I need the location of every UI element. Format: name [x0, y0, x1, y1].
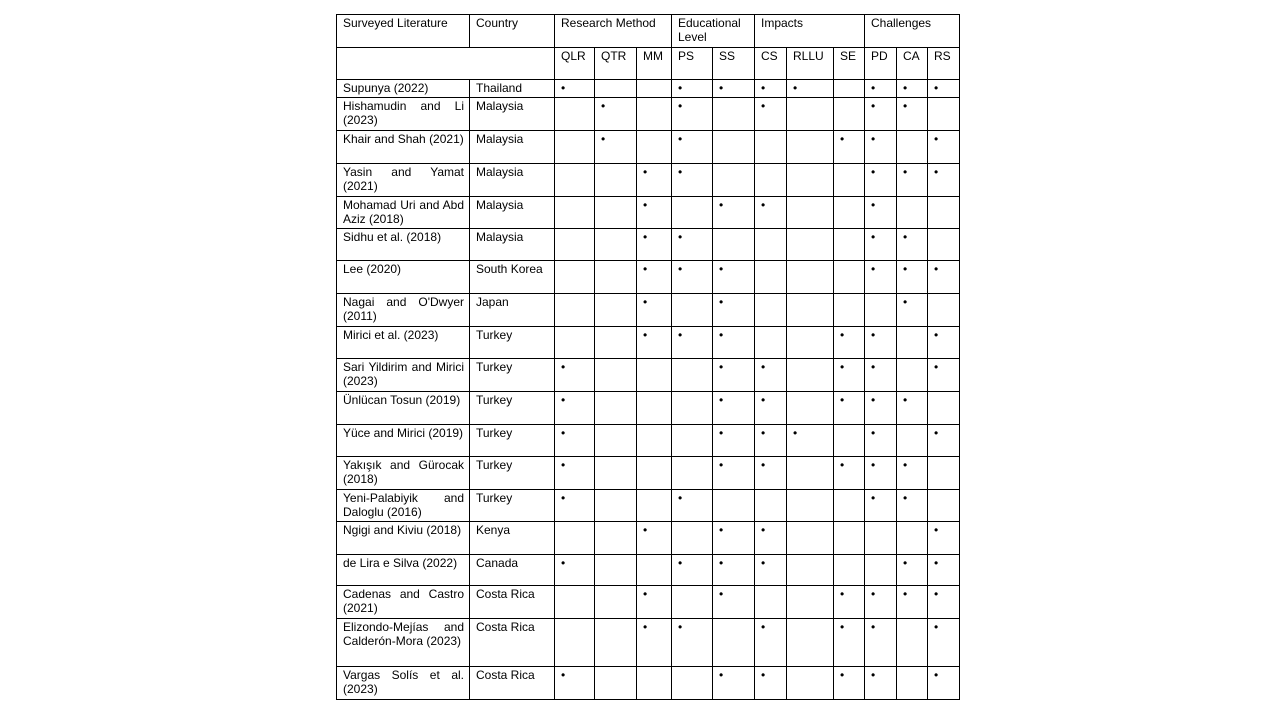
- cell-se: •: [834, 131, 865, 164]
- table-row: [337, 667, 960, 700]
- cell-rllu: [787, 197, 834, 229]
- cell-mm: [637, 457, 672, 490]
- subheader-ss: SS: [713, 48, 755, 80]
- cell-country: Thailand: [470, 80, 555, 98]
- cell-rs: [928, 457, 960, 490]
- cell-rs: •: [928, 555, 960, 586]
- cell-ca: [897, 131, 928, 164]
- cell-ps: •: [672, 164, 713, 197]
- cell-mm: •: [637, 164, 672, 197]
- cell-literature: Yakışık and Gürocak (2018): [337, 457, 470, 490]
- cell-pd: •: [865, 359, 897, 392]
- cell-qtr: [595, 667, 637, 700]
- table-row: [337, 294, 960, 327]
- cell-ca: •: [897, 586, 928, 619]
- cell-rllu: [787, 98, 834, 131]
- cell-cs: •: [755, 619, 787, 667]
- cell-ps: [672, 294, 713, 327]
- cell-pd: •: [865, 490, 897, 522]
- cell-qlr: [555, 131, 595, 164]
- cell-qlr: [555, 197, 595, 229]
- cell-pd: •: [865, 98, 897, 131]
- cell-mm: [637, 490, 672, 522]
- cell-qlr: •: [555, 359, 595, 392]
- cell-qlr: •: [555, 80, 595, 98]
- cell-literature: Lee (2020): [337, 261, 470, 294]
- subheader-qtr: QTR: [595, 48, 637, 80]
- cell-ss: •: [713, 294, 755, 327]
- subheader-cs: CS: [755, 48, 787, 80]
- cell-rs: •: [928, 425, 960, 457]
- cell-ps: •: [672, 229, 713, 261]
- cell-ps: •: [672, 327, 713, 359]
- cell-cs: •: [755, 80, 787, 98]
- cell-rllu: [787, 261, 834, 294]
- cell-mm: [637, 131, 672, 164]
- header-challenges: Challenges: [865, 15, 960, 48]
- cell-literature: Ünlücan Tosun (2019): [337, 392, 470, 425]
- cell-rs: •: [928, 164, 960, 197]
- cell-ss: •: [713, 586, 755, 619]
- cell-qtr: [595, 261, 637, 294]
- cell-se: •: [834, 359, 865, 392]
- cell-se: [834, 490, 865, 522]
- cell-rllu: [787, 667, 834, 700]
- cell-qlr: [555, 229, 595, 261]
- cell-se: •: [834, 392, 865, 425]
- cell-rllu: [787, 619, 834, 667]
- cell-ca: •: [897, 490, 928, 522]
- cell-country: Kenya: [470, 522, 555, 555]
- cell-se: [834, 80, 865, 98]
- header-impacts: Impacts: [755, 15, 865, 48]
- table-row: [337, 164, 960, 197]
- cell-ps: •: [672, 555, 713, 586]
- cell-se: [834, 294, 865, 327]
- cell-rs: •: [928, 359, 960, 392]
- cell-cs: [755, 294, 787, 327]
- cell-literature: Elizondo-Mejías and Calderón-Mora (2023): [337, 619, 470, 667]
- cell-ca: [897, 522, 928, 555]
- cell-country: Costa Rica: [470, 586, 555, 619]
- cell-ss: •: [713, 359, 755, 392]
- cell-ca: •: [897, 80, 928, 98]
- cell-qtr: [595, 392, 637, 425]
- cell-mm: •: [637, 619, 672, 667]
- cell-literature: de Lira e Silva (2022): [337, 555, 470, 586]
- cell-rs: •: [928, 667, 960, 700]
- header-literature: Surveyed Literature: [337, 15, 470, 48]
- cell-ss: •: [713, 555, 755, 586]
- cell-qtr: [595, 80, 637, 98]
- cell-ss: [713, 131, 755, 164]
- cell-rllu: [787, 229, 834, 261]
- cell-ps: [672, 586, 713, 619]
- table-row: [337, 522, 960, 555]
- cell-pd: [865, 294, 897, 327]
- cell-se: •: [834, 457, 865, 490]
- cell-rllu: [787, 294, 834, 327]
- cell-qtr: •: [595, 98, 637, 131]
- cell-ca: •: [897, 392, 928, 425]
- cell-se: [834, 197, 865, 229]
- cell-pd: •: [865, 619, 897, 667]
- cell-pd: •: [865, 164, 897, 197]
- cell-ss: •: [713, 667, 755, 700]
- cell-mm: •: [637, 294, 672, 327]
- cell-literature: Cadenas and Castro (2021): [337, 586, 470, 619]
- table-row: [337, 197, 960, 229]
- cell-cs: [755, 586, 787, 619]
- cell-qtr: [595, 294, 637, 327]
- cell-cs: •: [755, 425, 787, 457]
- table-row: [337, 98, 960, 131]
- header-country: Country: [470, 15, 555, 48]
- table-row: [337, 586, 960, 619]
- cell-qlr: [555, 619, 595, 667]
- cell-literature: Supunya (2022): [337, 80, 470, 98]
- cell-cs: •: [755, 667, 787, 700]
- cell-se: [834, 98, 865, 131]
- cell-country: Malaysia: [470, 131, 555, 164]
- cell-rllu: [787, 457, 834, 490]
- cell-literature: Sari Yildirim and Mirici (2023): [337, 359, 470, 392]
- cell-se: •: [834, 619, 865, 667]
- cell-pd: •: [865, 667, 897, 700]
- subheader-qlr: QLR: [555, 48, 595, 80]
- cell-literature: Ngigi and Kiviu (2018): [337, 522, 470, 555]
- subheader-mm: MM: [637, 48, 672, 80]
- subheader-rllu: RLLU: [787, 48, 834, 80]
- cell-country: Turkey: [470, 359, 555, 392]
- cell-pd: •: [865, 457, 897, 490]
- cell-ca: [897, 197, 928, 229]
- cell-rllu: •: [787, 425, 834, 457]
- table-row: [337, 425, 960, 457]
- cell-ss: •: [713, 457, 755, 490]
- subheader-ca: CA: [897, 48, 928, 80]
- cell-rllu: [787, 555, 834, 586]
- subheader-rs: RS: [928, 48, 960, 80]
- cell-ps: [672, 457, 713, 490]
- cell-qlr: [555, 98, 595, 131]
- cell-qlr: •: [555, 490, 595, 522]
- cell-rllu: [787, 490, 834, 522]
- cell-cs: [755, 131, 787, 164]
- cell-qtr: [595, 327, 637, 359]
- cell-cs: •: [755, 555, 787, 586]
- cell-rs: •: [928, 131, 960, 164]
- cell-mm: •: [637, 229, 672, 261]
- cell-mm: [637, 425, 672, 457]
- cell-pd: •: [865, 261, 897, 294]
- cell-rs: •: [928, 261, 960, 294]
- table-row: [337, 261, 960, 294]
- cell-ps: [672, 425, 713, 457]
- cell-country: Malaysia: [470, 197, 555, 229]
- cell-pd: •: [865, 80, 897, 98]
- cell-se: •: [834, 586, 865, 619]
- cell-cs: •: [755, 359, 787, 392]
- cell-ps: [672, 197, 713, 229]
- table-row: [337, 229, 960, 261]
- cell-literature: Sidhu et al. (2018): [337, 229, 470, 261]
- cell-cs: [755, 327, 787, 359]
- cell-se: [834, 522, 865, 555]
- cell-cs: •: [755, 98, 787, 131]
- cell-ca: [897, 619, 928, 667]
- cell-ca: [897, 667, 928, 700]
- cell-rllu: [787, 359, 834, 392]
- cell-qlr: [555, 164, 595, 197]
- cell-rs: •: [928, 522, 960, 555]
- header-research-method: Research Method: [555, 15, 672, 48]
- cell-mm: [637, 555, 672, 586]
- cell-ss: [713, 164, 755, 197]
- cell-ps: •: [672, 80, 713, 98]
- table-row: [337, 490, 960, 522]
- cell-pd: •: [865, 229, 897, 261]
- cell-cs: [755, 229, 787, 261]
- cell-rs: [928, 197, 960, 229]
- cell-qtr: [595, 164, 637, 197]
- cell-ss: •: [713, 197, 755, 229]
- cell-rs: [928, 294, 960, 327]
- cell-pd: •: [865, 327, 897, 359]
- cell-rllu: [787, 522, 834, 555]
- cell-mm: •: [637, 327, 672, 359]
- cell-ps: [672, 522, 713, 555]
- table-row: [337, 80, 960, 98]
- cell-ss: •: [713, 327, 755, 359]
- cell-qtr: [595, 522, 637, 555]
- table-row: [337, 392, 960, 425]
- cell-literature: Nagai and O'Dwyer (2011): [337, 294, 470, 327]
- cell-ss: [713, 98, 755, 131]
- subheader-blank: [337, 48, 555, 80]
- cell-mm: [637, 392, 672, 425]
- cell-ss: •: [713, 392, 755, 425]
- cell-mm: •: [637, 522, 672, 555]
- cell-rllu: [787, 327, 834, 359]
- cell-literature: Hishamudin and Li (2023): [337, 98, 470, 131]
- cell-literature: Mohamad Uri and Abd Aziz (2018): [337, 197, 470, 229]
- cell-ca: •: [897, 457, 928, 490]
- cell-qtr: [595, 229, 637, 261]
- header-educational-level: Educational Level: [672, 15, 755, 48]
- cell-ps: [672, 667, 713, 700]
- cell-rs: [928, 490, 960, 522]
- subheader-row: [337, 48, 960, 80]
- cell-country: Malaysia: [470, 229, 555, 261]
- cell-ss: [713, 619, 755, 667]
- cell-qlr: [555, 294, 595, 327]
- cell-ps: •: [672, 619, 713, 667]
- cell-rs: •: [928, 586, 960, 619]
- cell-pd: •: [865, 425, 897, 457]
- cell-ca: •: [897, 229, 928, 261]
- cell-cs: •: [755, 392, 787, 425]
- cell-country: Turkey: [470, 457, 555, 490]
- cell-se: [834, 229, 865, 261]
- subheader-se: SE: [834, 48, 865, 80]
- cell-ca: •: [897, 98, 928, 131]
- cell-rs: •: [928, 80, 960, 98]
- cell-mm: [637, 359, 672, 392]
- cell-pd: •: [865, 131, 897, 164]
- cell-qtr: [595, 425, 637, 457]
- cell-ca: •: [897, 555, 928, 586]
- cell-literature: Vargas Solís et al. (2023): [337, 667, 470, 700]
- table-row: [337, 359, 960, 392]
- cell-qtr: [595, 359, 637, 392]
- cell-country: South Korea: [470, 261, 555, 294]
- cell-ps: •: [672, 261, 713, 294]
- cell-rllu: [787, 164, 834, 197]
- cell-se: [834, 425, 865, 457]
- cell-country: Canada: [470, 555, 555, 586]
- table-row: [337, 619, 960, 667]
- cell-qtr: [595, 457, 637, 490]
- cell-ca: •: [897, 261, 928, 294]
- cell-country: Turkey: [470, 327, 555, 359]
- cell-qlr: [555, 522, 595, 555]
- cell-qtr: [595, 197, 637, 229]
- cell-ca: [897, 425, 928, 457]
- cell-qlr: [555, 261, 595, 294]
- cell-rs: [928, 392, 960, 425]
- cell-cs: [755, 490, 787, 522]
- cell-qtr: [595, 555, 637, 586]
- cell-ss: •: [713, 425, 755, 457]
- table-row: [337, 457, 960, 490]
- cell-rs: •: [928, 327, 960, 359]
- cell-country: Costa Rica: [470, 619, 555, 667]
- cell-pd: •: [865, 586, 897, 619]
- cell-pd: •: [865, 392, 897, 425]
- table-row: [337, 555, 960, 586]
- cell-ps: [672, 392, 713, 425]
- cell-mm: •: [637, 197, 672, 229]
- literature-table: [336, 14, 960, 700]
- cell-ss: •: [713, 261, 755, 294]
- cell-pd: •: [865, 197, 897, 229]
- cell-cs: [755, 164, 787, 197]
- cell-cs: •: [755, 522, 787, 555]
- cell-country: Turkey: [470, 425, 555, 457]
- cell-cs: [755, 261, 787, 294]
- cell-literature: Khair and Shah (2021): [337, 131, 470, 164]
- cell-ca: [897, 327, 928, 359]
- cell-qtr: [595, 619, 637, 667]
- cell-country: Japan: [470, 294, 555, 327]
- cell-cs: •: [755, 457, 787, 490]
- cell-pd: [865, 522, 897, 555]
- cell-qlr: [555, 586, 595, 619]
- cell-ss: •: [713, 522, 755, 555]
- cell-mm: •: [637, 586, 672, 619]
- cell-mm: [637, 98, 672, 131]
- cell-se: [834, 164, 865, 197]
- cell-pd: [865, 555, 897, 586]
- cell-country: Costa Rica: [470, 667, 555, 700]
- cell-ps: •: [672, 131, 713, 164]
- cell-ss: [713, 490, 755, 522]
- cell-literature: Yüce and Mirici (2019): [337, 425, 470, 457]
- cell-ss: •: [713, 80, 755, 98]
- cell-rs: [928, 229, 960, 261]
- cell-se: [834, 555, 865, 586]
- cell-qlr: •: [555, 555, 595, 586]
- cell-ca: •: [897, 164, 928, 197]
- cell-ca: [897, 359, 928, 392]
- cell-qtr: •: [595, 131, 637, 164]
- cell-qlr: [555, 327, 595, 359]
- table-row: [337, 327, 960, 359]
- cell-ps: •: [672, 490, 713, 522]
- cell-ss: [713, 229, 755, 261]
- table-row: [337, 131, 960, 164]
- cell-rs: [928, 98, 960, 131]
- cell-rllu: •: [787, 80, 834, 98]
- cell-rllu: [787, 392, 834, 425]
- header-row: [337, 15, 960, 48]
- subheader-ps: PS: [672, 48, 713, 80]
- cell-ps: [672, 359, 713, 392]
- cell-qlr: •: [555, 392, 595, 425]
- cell-cs: •: [755, 197, 787, 229]
- cell-country: Turkey: [470, 392, 555, 425]
- cell-qtr: [595, 490, 637, 522]
- cell-rllu: [787, 586, 834, 619]
- cell-qtr: [595, 586, 637, 619]
- cell-qlr: •: [555, 667, 595, 700]
- cell-country: Malaysia: [470, 98, 555, 131]
- cell-literature: Yasin and Yamat (2021): [337, 164, 470, 197]
- cell-literature: Yeni-Palabiyik and Daloglu (2016): [337, 490, 470, 522]
- cell-rs: •: [928, 619, 960, 667]
- cell-ps: •: [672, 98, 713, 131]
- cell-qlr: •: [555, 457, 595, 490]
- cell-se: [834, 261, 865, 294]
- cell-country: Turkey: [470, 490, 555, 522]
- cell-qlr: •: [555, 425, 595, 457]
- cell-se: •: [834, 667, 865, 700]
- cell-mm: •: [637, 261, 672, 294]
- cell-literature: Mirici et al. (2023): [337, 327, 470, 359]
- cell-se: •: [834, 327, 865, 359]
- cell-mm: [637, 667, 672, 700]
- cell-rllu: [787, 131, 834, 164]
- subheader-pd: PD: [865, 48, 897, 80]
- cell-country: Malaysia: [470, 164, 555, 197]
- cell-ca: •: [897, 294, 928, 327]
- cell-mm: [637, 80, 672, 98]
